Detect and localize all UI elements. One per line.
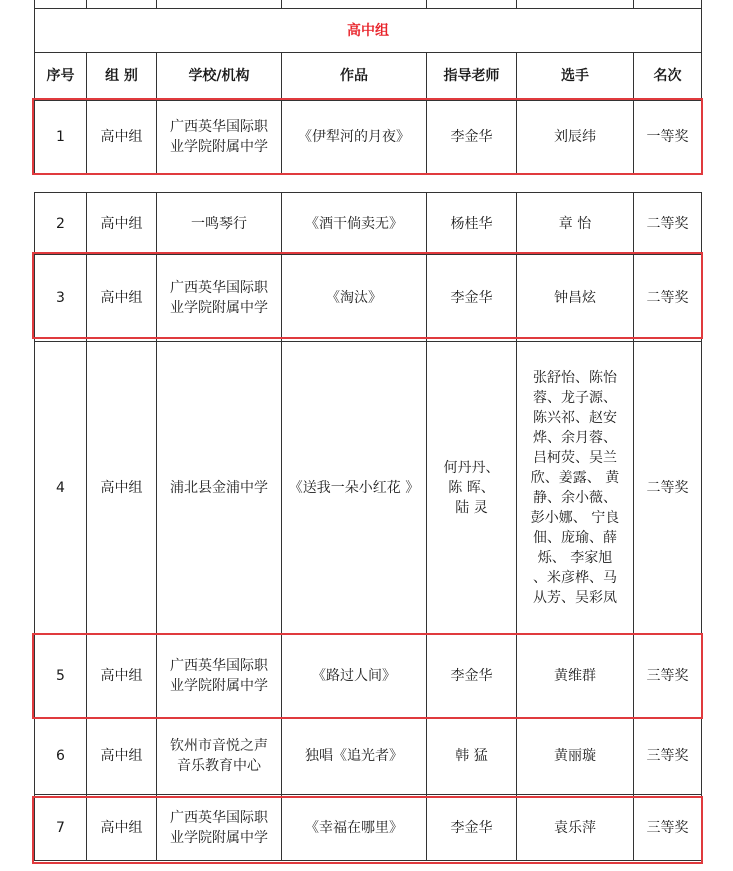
cell-teacher-line: 杨桂华 [450, 215, 493, 232]
cell-school [157, 101, 282, 174]
cell-school [157, 255, 282, 342]
cell-player-line: 章 怡 [558, 215, 592, 232]
cell-rank: 二等奖 [634, 255, 702, 342]
header-teacher: 指导老师 [427, 53, 517, 99]
results-table-part-2 [34, 192, 702, 861]
cell-rank: 二等奖 [634, 193, 702, 255]
cell-player-line: 袁乐萍 [554, 819, 596, 836]
cell-school-line: 一鸣琴行 [191, 215, 247, 232]
header-school: 学校/机构 [157, 53, 282, 99]
cell-work: 《伊犁河的月夜》 [282, 101, 427, 174]
results-table-part-1 [34, 100, 702, 174]
cell-no: 6 [35, 718, 87, 795]
cell-group: 高中组 [87, 101, 157, 174]
cell-player [517, 634, 634, 718]
cell-player-line: 刘辰纬 [554, 129, 596, 145]
cell-teacher [427, 342, 517, 634]
table-row [35, 795, 702, 861]
cell-work: 《淘汰》 [282, 255, 427, 342]
cell-school-line: 业学院附属中学 [170, 139, 268, 155]
cell-no: 2 [35, 193, 87, 255]
cell-no: 4 [35, 342, 87, 634]
cell-player [517, 795, 634, 861]
cell-group: 高中组 [87, 255, 157, 342]
cell-player-line: 从芳、吴彩凤 [533, 589, 617, 606]
cell-school-line: 广西英华国际职 [170, 657, 268, 674]
cell-work: 《送我一朵小红花 》 [282, 342, 427, 634]
cell-teacher-line: 陆 灵 [455, 499, 488, 516]
cell-player-line: 烨、余月蓉、 [533, 429, 617, 446]
cell-work: 《幸福在哪里》 [282, 795, 427, 861]
cell-teacher [427, 795, 517, 861]
table-row [35, 718, 702, 795]
cell-school-line: 浦北县金浦中学 [170, 479, 268, 496]
cell-school-line: 广西英华国际职 [170, 119, 268, 135]
header-group: 组 别 [87, 53, 157, 99]
cell-player [517, 101, 634, 174]
cell-group: 高中组 [87, 795, 157, 861]
cell-no: 7 [35, 795, 87, 861]
cell-rank: 一等奖 [634, 101, 702, 174]
cell-rank: 三等奖 [634, 634, 702, 718]
cell-teacher-line: 韩 猛 [455, 748, 488, 764]
cell-school [157, 342, 282, 634]
cell-no: 1 [35, 101, 87, 174]
cell-teacher-line: 李金华 [450, 667, 493, 684]
cell-school-line: 音乐教育中心 [177, 758, 261, 774]
cell-player-line: 烁、 李家旭 [537, 549, 613, 566]
header-player: 选手 [517, 53, 634, 99]
table-row [35, 342, 702, 634]
cell-player-line: 张舒怡、陈怡 [533, 369, 617, 386]
header-work: 作品 [282, 53, 427, 99]
header-row [35, 53, 702, 99]
cell-school [157, 795, 282, 861]
section-title: 高中组 [35, 9, 702, 53]
cell-school [157, 193, 282, 255]
cell-school-line: 广西英华国际职 [170, 280, 268, 296]
table-row [35, 101, 702, 174]
cell-work: 《路过人间》 [282, 634, 427, 718]
cell-player-line: 黄维群 [554, 667, 596, 684]
cell-teacher-line: 李金华 [450, 290, 493, 306]
cell-player-line: 静、余小薇、 [533, 489, 617, 506]
cell-school-line: 钦州市音悦之声 [170, 738, 268, 754]
cell-teacher-line: 何丹丹、 [443, 459, 500, 476]
cell-group: 高中组 [87, 342, 157, 634]
cell-group: 高中组 [87, 193, 157, 255]
cell-work: 《酒干倘卖无》 [282, 193, 427, 255]
cell-no: 5 [35, 634, 87, 718]
cell-teacher [427, 255, 517, 342]
cell-player-line: 欣、姜露、 黄 [530, 469, 620, 486]
cell-teacher-line: 李金华 [450, 819, 493, 836]
table-row [35, 634, 702, 718]
cell-teacher [427, 634, 517, 718]
cell-rank: 二等奖 [634, 342, 702, 634]
cell-player-line: 吕柯荧、吴兰 [533, 449, 617, 466]
cell-player-line: 钟昌炫 [554, 290, 596, 306]
cell-player [517, 342, 634, 634]
cell-teacher-line: 陈 晖、 [448, 479, 495, 496]
cell-group: 高中组 [87, 718, 157, 795]
cell-player-line: 陈兴祁、赵安 [533, 409, 617, 426]
table-row [35, 255, 702, 342]
cell-player-line: 黄丽璇 [554, 748, 596, 764]
cell-player-line: 彭小娜、 宁良 [530, 509, 620, 526]
cell-player [517, 255, 634, 342]
header-rank: 名次 [634, 53, 702, 99]
cell-player [517, 193, 634, 255]
table-row [35, 193, 702, 255]
cell-teacher [427, 718, 517, 795]
cell-school-line: 业学院附属中学 [170, 677, 268, 694]
cell-work: 独唱《追光者》 [282, 718, 427, 795]
cell-rank: 三等奖 [634, 718, 702, 795]
cell-school-line: 业学院附属中学 [170, 829, 268, 846]
cell-player-line: 佃、庞瑜、薛 [533, 529, 617, 546]
cell-teacher [427, 193, 517, 255]
cell-player [517, 718, 634, 795]
cell-no: 3 [35, 255, 87, 342]
cell-rank: 三等奖 [634, 795, 702, 861]
header-no: 序号 [35, 53, 87, 99]
cell-player-line: 蓉、龙子源、 [533, 389, 617, 406]
cell-player-line: 、米彦桦、马 [533, 569, 617, 586]
cell-school [157, 718, 282, 795]
cell-school-line: 广西英华国际职 [170, 809, 268, 826]
cell-school [157, 634, 282, 718]
results-table-header [34, 8, 702, 99]
cell-teacher-line: 李金华 [450, 129, 493, 145]
cell-school-line: 业学院附属中学 [170, 300, 268, 316]
cell-group: 高中组 [87, 634, 157, 718]
cell-teacher [427, 101, 517, 174]
